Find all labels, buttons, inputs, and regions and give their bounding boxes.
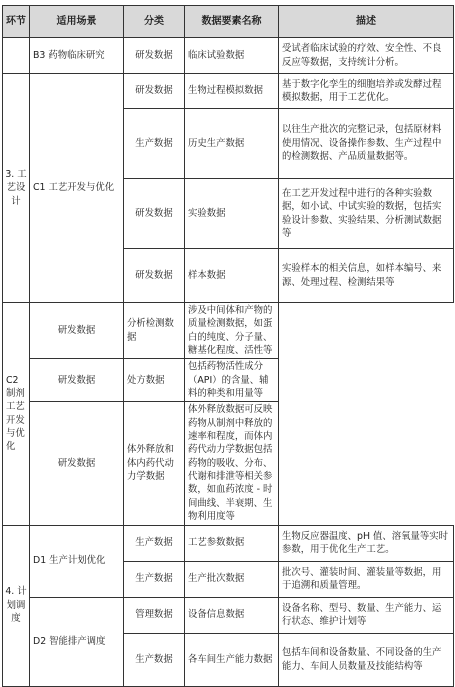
description-cell: 体外释放数据可反映药物从制剂中释放的速率和程度，而体内药代动力学数据包括药物的吸收、分布、代谢和排泄等相关参数，如血药浓度 - 时间曲线、半衰期、生物利用度等 [185,402,279,525]
description-cell: 涉及中间体和产物的质量检测数据，如蛋白的纯度、分子量、糖基化程度、活性等 [185,303,279,359]
element-cell: 工艺参数数据 [185,525,279,561]
table-row [3,359,454,402]
category-cell: 生产数据 [124,525,185,561]
table-row [3,402,454,525]
category-cell: 研发数据 [124,74,185,109]
stage-cell: 4. 计划调度 [3,525,30,686]
element-cell: 样本数据 [185,249,279,303]
table-row [3,74,454,109]
description-cell: 在工艺开发过程中进行的各种实验数据，如小试、中试实验的数据，包括实验设计参数、实验结果、分析测试数据等 [279,179,454,249]
header-element: 数据要素名称 [185,6,279,38]
category-cell: 研发数据 [30,303,124,359]
header-category: 分类 [124,6,185,38]
table-row [3,38,454,74]
description-cell: 基于数字化孪生的细胞培养或发酵过程模拟数据，用于工艺优化。 [279,74,454,109]
table-row [3,597,454,633]
category-cell: 研发数据 [30,359,124,402]
header-stage: 环节 [3,6,30,38]
description-cell: 设备名称、型号、数量、生产能力、运行状态、维护计划等 [279,597,454,633]
element-cell: 临床试验数据 [185,38,279,74]
stage-cell [3,38,30,74]
element-cell: 处方数据 [124,359,185,402]
category-cell: 生产数据 [124,109,185,179]
description-cell: 生物反应器温度、pH 值、溶氧量等实时参数，用于优化生产工艺。 [279,525,454,561]
element-cell: 历史生产数据 [185,109,279,179]
data-elements-table [2,5,454,687]
description-cell: 以往生产批次的完整记录，包括原材料使用情况、设备操作参数、生产过程中的检测数据、产品质量数据等。 [279,109,454,179]
category-cell: 研发数据 [124,249,185,303]
scene-cell: C2 制剂工艺开发与优化 [3,303,30,526]
description-cell: 批次号、灌装时间、灌装量等数据，用于追溯和质量管理。 [279,561,454,597]
category-cell: 生产数据 [124,633,185,686]
element-cell: 实验数据 [185,179,279,249]
stage-cell: 3. 工艺设计 [3,74,30,303]
element-cell: 分析检测数据 [124,303,185,359]
table-header-row [3,6,454,38]
header-description: 描述 [279,6,454,38]
description-cell: 受试者临床试验的疗效、安全性、不良反应等数据，支持统计分析。 [279,38,454,74]
table-row [3,525,454,561]
category-cell: 研发数据 [30,402,124,525]
element-cell: 生物过程模拟数据 [185,74,279,109]
scene-cell: D1 生产计划优化 [30,525,124,597]
description-cell: 包括车间和设备数量、不同设备的生产能力、车间人员数量及技能结构等 [279,633,454,686]
description-cell: 包括药物活性成分（API）的含量、辅料的种类和用量等 [185,359,279,402]
category-cell: 生产数据 [124,561,185,597]
category-cell: 研发数据 [124,179,185,249]
category-cell: 管理数据 [124,597,185,633]
scene-cell: D2 智能排产调度 [30,597,124,686]
element-cell: 体外释放和体内药代动力学数据 [124,402,185,525]
description-cell: 实验样本的相关信息，如样本编号、来源、处理过程、检测结果等 [279,249,454,303]
element-cell: 设备信息数据 [185,597,279,633]
element-cell: 生产批次数据 [185,561,279,597]
scene-cell: C1 工艺开发与优化 [30,74,124,303]
category-cell: 研发数据 [124,38,185,74]
element-cell: 各车间生产能力数据 [185,633,279,686]
header-scene: 适用场景 [30,6,124,38]
table-row [3,303,454,359]
scene-cell: B3 药物临床研究 [30,38,124,74]
